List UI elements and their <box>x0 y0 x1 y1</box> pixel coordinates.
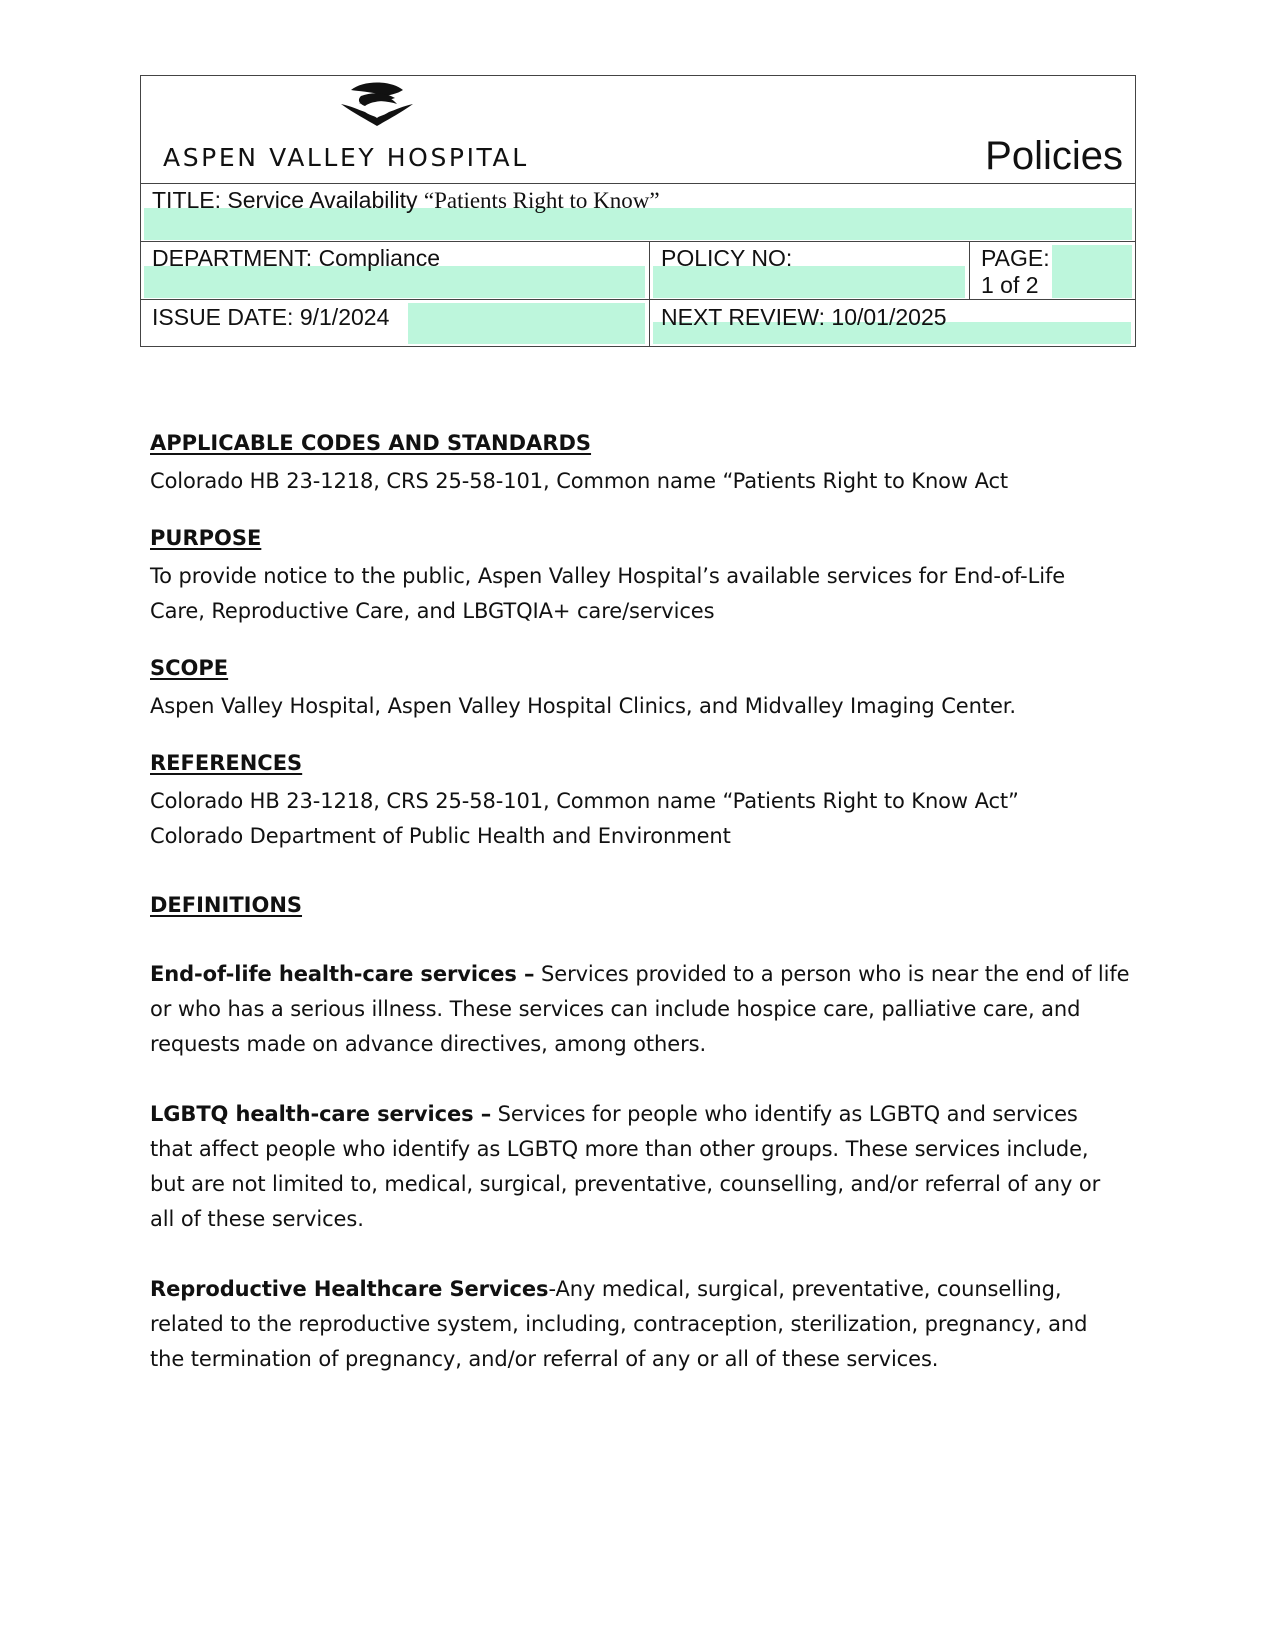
policy-no-cell <box>649 242 969 299</box>
title-label: TITLE: <box>152 187 222 213</box>
issue-date-highlight <box>408 303 645 344</box>
codes-text: Colorado HB 23-1218, CRS 25-58-101, Common name “Patients Right to Know Act <box>150 469 1009 493</box>
scope-heading: SCOPE <box>150 656 229 680</box>
issue-date-value: 9/1/2024 <box>299 304 390 330</box>
purpose-line-1: To provide notice to the public, Aspen Valley Hospital’s available services for End-of-Life <box>150 564 1066 588</box>
department-label: DEPARTMENT: <box>152 245 313 271</box>
references-line-2: Colorado Department of Public Health and Environment <box>150 824 731 848</box>
hospital-name-logo-text: ASPEN VALLEY HOSPITAL <box>163 143 529 172</box>
department-value: Compliance <box>318 245 441 271</box>
definition-end-of-life-line-1 <box>150 957 1140 992</box>
page-highlight <box>1052 245 1132 298</box>
definition-end-of-life-line-3: requests made on advance directives, among others. <box>150 1032 707 1056</box>
page-label: PAGE: <box>981 245 1050 271</box>
definition-end-of-life <box>150 957 1140 1062</box>
definition-term: Reproductive Healthcare Services <box>150 1277 549 1301</box>
references-section <box>150 748 1140 854</box>
definition-term: End-of-life health-care services – <box>150 962 535 986</box>
definition-reproductive-line-2: related to the reproductive system, including, contraception, sterilization, pregnancy, and <box>150 1312 1088 1336</box>
issue-date-cell <box>141 300 649 346</box>
header-title-row <box>141 184 1135 242</box>
header-logo-row <box>141 76 1135 184</box>
definition-lgbtq-line-2: that affect people who identify as LGBTQ more than other groups. These services include, <box>150 1137 1089 1161</box>
scope-section <box>150 653 1140 724</box>
policies-label: Policies <box>985 134 1123 178</box>
definition-reproductive <box>150 1272 1140 1377</box>
page-cell <box>969 242 1135 299</box>
policy-body <box>150 428 1140 1377</box>
codes-heading: APPLICABLE CODES AND STANDARDS <box>150 431 592 455</box>
header-issue-row <box>141 300 1135 346</box>
references-heading: REFERENCES <box>150 751 303 775</box>
definition-text: -Any medical, surgical, preventative, counselling, <box>548 1277 1062 1301</box>
next-review-label: NEXT REVIEW: <box>661 304 826 330</box>
purpose-section <box>150 523 1140 629</box>
department-cell <box>141 242 649 299</box>
definition-lgbtq-line-1 <box>150 1097 1140 1132</box>
definition-reproductive-line-3: the termination of pregnancy, and/or referral of any or all of these services. <box>150 1347 939 1371</box>
definition-text: Services provided to a person who is near the end of life <box>534 962 1130 986</box>
policy-title <box>152 189 660 212</box>
definition-lgbtq-line-4: all of these services. <box>150 1207 364 1231</box>
definition-end-of-life-line-2: or who has a serious illness. These services can include hospice care, palliative care, and <box>150 997 1081 1021</box>
definition-text: Services for people who identify as LGBTQ and services <box>491 1102 1078 1126</box>
references-line-1: Colorado HB 23-1218, CRS 25-58-101, Common name “Patients Right to Know Act” <box>150 789 1019 813</box>
definitions-section <box>150 890 1140 1377</box>
title-prefix: Service Availability <box>227 187 418 213</box>
definition-reproductive-line-1 <box>150 1272 1140 1307</box>
header-department-row <box>141 242 1135 300</box>
definitions-heading: DEFINITIONS <box>150 893 303 917</box>
next-review-cell <box>649 300 1135 346</box>
policy-no-label: POLICY NO: <box>661 245 793 271</box>
purpose-line-2: Care, Reproductive Care, and LBGTQIA+ care/services <box>150 599 715 623</box>
page-value: 1 of 2 <box>981 272 1039 298</box>
purpose-heading: PURPOSE <box>150 526 262 550</box>
issue-date-label: ISSUE DATE: <box>152 304 294 330</box>
issue-date-text <box>152 306 389 329</box>
codes-section <box>150 428 1140 499</box>
definition-term: LGBTQ health-care services – <box>150 1102 492 1126</box>
definition-lgbtq-line-3: but are not limited to, medical, surgical, preventative, counselling, and/or referral of any or <box>150 1172 1101 1196</box>
department-text <box>152 247 440 270</box>
next-review-text <box>661 306 947 329</box>
definition-lgbtq <box>150 1097 1140 1237</box>
hospital-logo-icon <box>337 82 417 136</box>
next-review-value: 10/01/2025 <box>831 304 947 330</box>
policy-header-table <box>140 75 1136 347</box>
scope-text: Aspen Valley Hospital, Aspen Valley Hospital Clinics, and Midvalley Imaging Center. <box>150 694 1016 718</box>
title-quoted: “Patients Right to Know” <box>423 188 660 213</box>
